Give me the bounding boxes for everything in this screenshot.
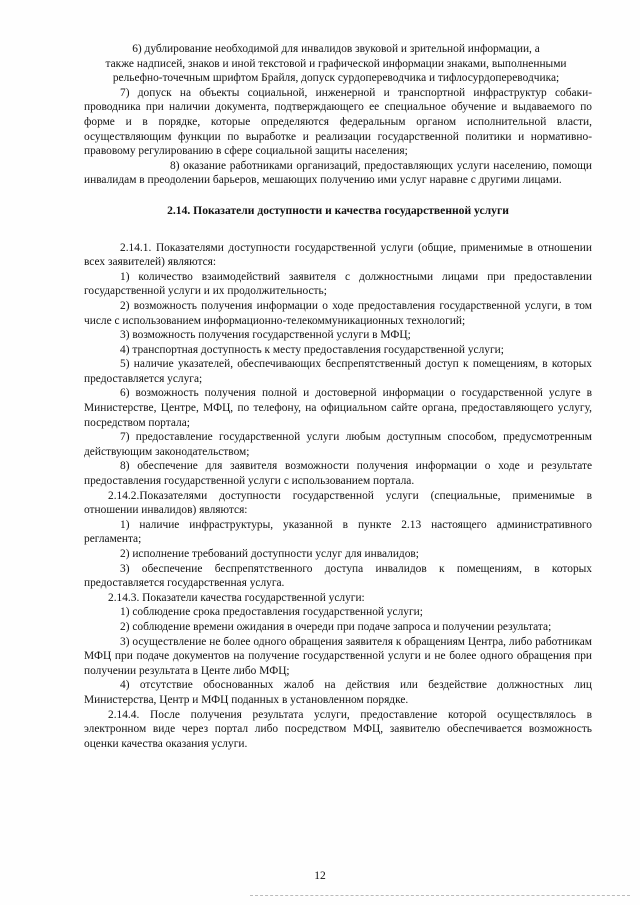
- list-item: 7) предоставление государственной услуги любым доступным способом, предусмотренным действующим законодательством;: [84, 431, 592, 458]
- intro-item-6-line3: рельефно-точечным шрифтом Брайля, допуск сурдопереводчика и тифлосурдопереводчика;: [112, 72, 560, 85]
- list-item: 2) исполнение требований доступности услуг для инвалидов;: [120, 548, 419, 560]
- list-item: 8) обеспечение для заявителя возможности получения информации о ходе и результате предоставления государственной услуги с использованием портала.: [84, 460, 592, 488]
- list-item: 3) осуществление не более одного обращения заявителя к обращениям Центра, либо работникам МФЦ при подаче документов на получение государственной услуги и не более одного обращения при получении результата в Центе либо МФЦ;: [84, 635, 592, 677]
- paragraph-2-14-1: 2.14.1. Показателями доступности государственной услуги (общие, применимые в отношении всех заявителей) являются:: [84, 241, 592, 269]
- scan-edge-line: [250, 895, 630, 896]
- list-item: 1) количество взаимодействий заявителя с должностными лицами при предоставлении государственной услуги и их продолжительность;: [84, 270, 592, 298]
- list-item: 4) транспортная доступность к месту предоставления государственной услуги;: [120, 343, 504, 356]
- intro-item-8: 8) оказание работниками организаций, предоставляющих услуги населению, помощи инвалидам в преодолении барьеров, мешающих получению ими услуг наравне с другими лицами.: [84, 159, 592, 187]
- intro-item-6-line2: также надписей, знаков и иной текстовой и графической информации знаками, выполненными: [105, 57, 567, 70]
- paragraph-2-14-4: 2.14.4. После получения результата услуги, предоставление которой осуществлялось в электронном виде через портал либо посредством МФЦ, заявителю обеспечивается возможность оценки качества оказания услуги.: [84, 708, 592, 750]
- list-item: 1) наличие инфраструктуры, указанной в пункте 2.13 настоящего административного регламента;: [84, 518, 592, 546]
- list-item: 2) возможность получения информации о ходе предоставления государственной услуги, в том числе с использованием информационно-телекоммуникационных технологий;: [84, 299, 592, 327]
- list-item: 4) отсутствие обоснованных жалоб на действия или бездействие должностных лиц Министерства, Центр и МФЦ поданных в установленном порядке.: [84, 679, 592, 706]
- paragraph-2-14-3: 2.14.3. Показатели качества государственной услуги:: [108, 591, 365, 604]
- list-item: 3) возможность получения государственной услуги в МФЦ;: [120, 329, 411, 342]
- page-number: 12: [314, 870, 326, 882]
- paragraph-2-14-2: 2.14.2.Показателями доступности государственной услуги (специальные, применимые в отношении инвалидов) являются:: [84, 489, 592, 517]
- section-heading: 2.14. Показатели доступности и качества государственной услуги: [167, 203, 509, 217]
- intro-block: [74, 42, 598, 86]
- list-item: 1) соблюдение срока предоставления государственной услуги;: [120, 606, 423, 619]
- list-item: 5) наличие указателей, обеспечивающих беспрепятственный доступ к помещениям, в которых предоставляется услуга;: [84, 358, 592, 385]
- list-item: 6) возможность получения полной и достоверной информации о государственной услуге в Министерстве, Центре, МФЦ, по телефону, на официальном сайте органа, предоставляющего услугу, посредством портала;: [84, 387, 592, 429]
- document-body: [84, 42, 592, 751]
- intro-item-7: 7) допуск на объекты социальной, инженерной и транспортной инфраструктур собаки-проводника при наличии документа, подтверждающего ее специальное обучение и выдаваемого по форме и в порядке, которые определяются федеральным органом исполнительной власти, осуществляющим функции по выработке и реализации государственной политики и нормативно-правовому регулированию в сфере социальной защиты населения;: [84, 86, 592, 158]
- list-item: 2) соблюдение времени ожидания в очереди при подаче запроса и получении результата;: [120, 620, 552, 633]
- list-item: 3) обеспечение беспрепятственного доступа инвалидов к помещениям, в которых предоставляется государственная услуга.: [84, 562, 592, 590]
- intro-item-6-line1: 6) дублирование необходимой для инвалидов звуковой и зрительной информации, а: [132, 43, 540, 55]
